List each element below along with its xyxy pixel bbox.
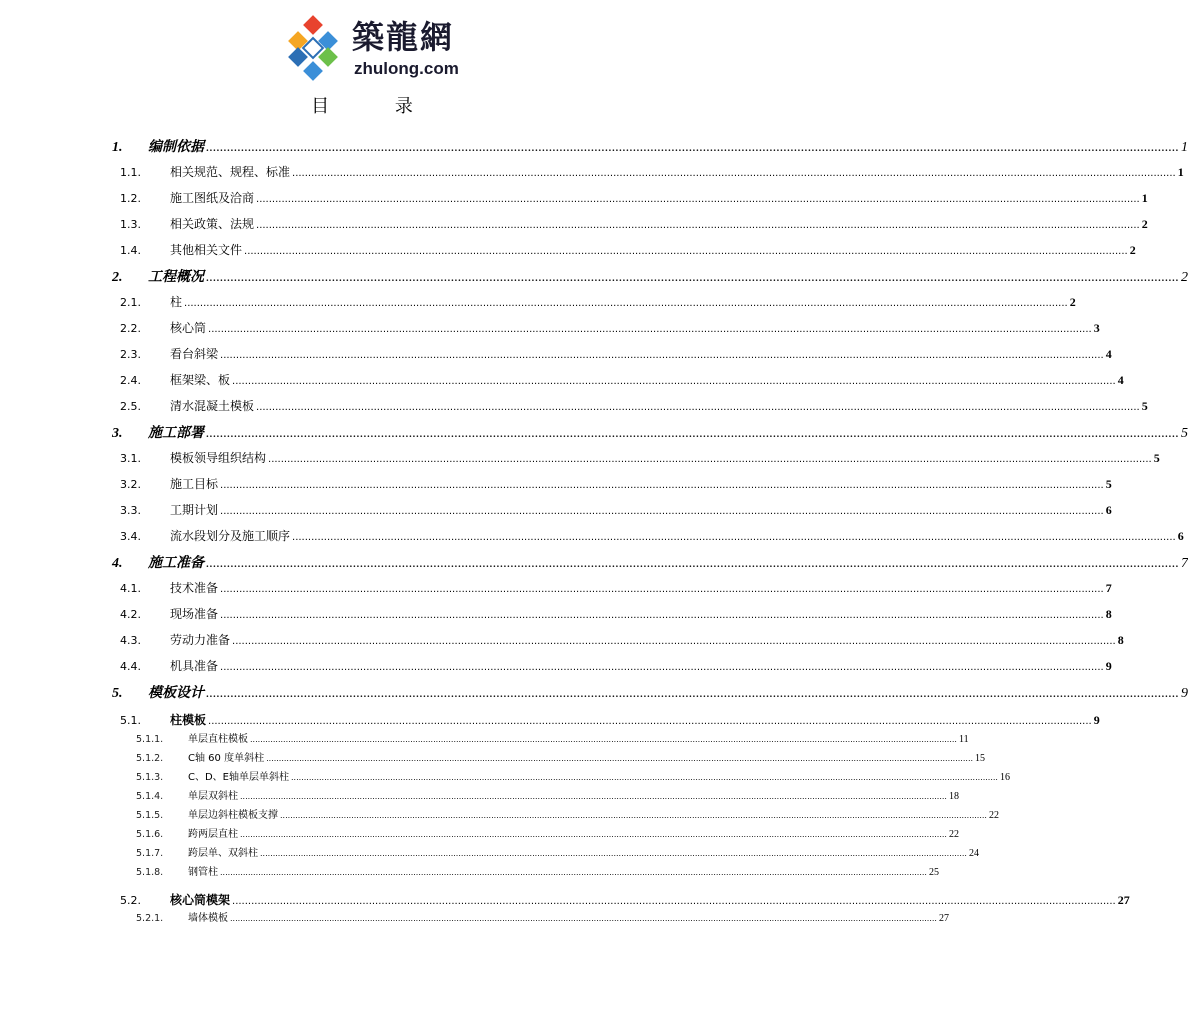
toc-entry-number: 2. xyxy=(112,270,123,285)
toc-entry-title: 施工图纸及洽商 xyxy=(170,191,255,205)
toc-dot-leader: ...................................................................................................................................................................................................................................................................................... xyxy=(256,402,1140,413)
toc-entry[interactable] xyxy=(112,138,1188,157)
toc-entry-number: 3.3. xyxy=(120,504,141,517)
toc-entry-page: 2 xyxy=(1129,243,1136,257)
zhulong-logo xyxy=(282,15,462,83)
toc-entry-number: 2.1. xyxy=(120,296,141,309)
toc-entry-page: 27 xyxy=(1117,893,1130,907)
toc-dot-leader: ...................................................................................................................................................................................................................................................................................... xyxy=(220,350,1104,361)
toc-entry-page: 16 xyxy=(999,772,1010,783)
toc-dot-leader: ...................................................................................................................................................................................................................................................................................... xyxy=(240,792,947,801)
toc-entry-number: 4. xyxy=(112,556,123,571)
toc-entry-number: 5.1.4. xyxy=(136,791,164,802)
toc-dot-leader: ...................................................................................................................................................................................................................................................................................... xyxy=(232,896,1116,907)
toc-entry-title: 工程概况 xyxy=(148,269,204,285)
toc-entry-number: 5. xyxy=(112,686,123,701)
logo-chinese-text: 築龍網 xyxy=(352,18,455,56)
toc-dot-leader: ...................................................................................................................................................................................................................................................................................... xyxy=(220,868,927,877)
toc-dot-leader: ...................................................................................................................................................................................................................................................................................... xyxy=(260,849,967,858)
toc-dot-leader: ...................................................................................................................................................................................................................................................................................... xyxy=(268,454,1152,465)
toc-entry[interactable] xyxy=(112,847,979,861)
toc-entry-number: 5.1. xyxy=(120,714,141,727)
toc-entry-page: 22 xyxy=(988,810,999,821)
toc-entry-page: 25 xyxy=(928,867,939,878)
toc-entry-page: 9 xyxy=(1093,713,1100,727)
toc-entry-page: 4 xyxy=(1105,347,1112,361)
toc-entry-title: 施工部署 xyxy=(148,425,204,441)
toc-entry[interactable] xyxy=(112,502,1112,520)
toc-entry-number: 2.2. xyxy=(120,322,141,335)
toc-entry-page: 6 xyxy=(1177,529,1184,543)
toc-dot-leader: ...................................................................................................................................................................................................................................................................................... xyxy=(240,830,947,839)
toc-entry[interactable] xyxy=(112,346,1112,364)
toc-entry[interactable] xyxy=(112,771,1010,785)
toc-entry-number: 4.3. xyxy=(120,634,141,647)
toc-entry[interactable] xyxy=(112,632,1124,650)
toc-dot-leader: ...................................................................................................................................................................................................................................................................................... xyxy=(266,754,974,763)
toc-entry-title: 施工目标 xyxy=(170,477,219,491)
toc-entry-title: 看台斜梁 xyxy=(170,347,219,361)
toc-entry-title: 模板领导组织结构 xyxy=(170,451,267,465)
toc-dot-leader: ...................................................................................................................................................................................................................................................................................... xyxy=(220,506,1104,517)
toc-entry[interactable] xyxy=(112,164,1184,182)
toc-title: 目 录 xyxy=(311,96,443,117)
toc-entry-title: 现场准备 xyxy=(170,607,219,621)
toc-entry[interactable] xyxy=(112,190,1148,208)
toc-entry-title: 施工准备 xyxy=(148,555,204,571)
toc-entry[interactable] xyxy=(112,320,1100,338)
toc-entry[interactable] xyxy=(112,398,1148,416)
toc-entry-number: 5.1.1. xyxy=(136,734,164,745)
toc-entry[interactable] xyxy=(112,712,1100,730)
toc-entry-number: 3.1. xyxy=(120,452,141,465)
toc-entry-number: 5.1.7. xyxy=(136,848,164,859)
toc-dot-leader: ...................................................................................................................................................................................................................................................................................... xyxy=(206,270,1179,285)
toc-entry-title: 跨层单、双斜柱 xyxy=(188,848,258,859)
toc-entry-number: 5.1.6. xyxy=(136,829,164,840)
toc-entry-page: 1 xyxy=(1177,165,1184,179)
toc-entry-title: 核心筒 xyxy=(170,321,207,335)
toc-entry-number: 5.2. xyxy=(120,894,141,907)
toc-entry-title: 清水混凝土模板 xyxy=(170,399,255,413)
toc-entry-page: 5 xyxy=(1181,426,1188,441)
toc-entry-title: 墙体模板 xyxy=(188,913,228,924)
toc-entry-title: 跨两层直柱 xyxy=(188,829,238,840)
toc-dot-leader: ...................................................................................................................................................................................................................................................................................... xyxy=(184,298,1068,309)
toc-dot-leader: ...................................................................................................................................................................................................................................................................................... xyxy=(292,532,1176,543)
toc-entry[interactable] xyxy=(112,912,949,926)
toc-entry-number: 4.1. xyxy=(120,582,141,595)
toc-entry-number: 5.1.2. xyxy=(136,753,164,764)
toc-entry-page: 6 xyxy=(1105,503,1112,517)
toc-entry-page: 3 xyxy=(1093,321,1100,335)
toc-entry-page: 8 xyxy=(1105,607,1112,621)
toc-entry-number: 3. xyxy=(112,426,123,441)
toc-entry[interactable] xyxy=(112,450,1160,468)
toc-entry-number: 1. xyxy=(112,140,123,155)
toc-entry-page: 7 xyxy=(1105,581,1112,595)
toc-entry-title: 流水段划分及施工顺序 xyxy=(170,529,291,543)
toc-entry-number: 2.4. xyxy=(120,374,141,387)
toc-entry-number: 4.4. xyxy=(120,660,141,673)
toc-entry[interactable] xyxy=(112,372,1124,390)
toc-entry-page: 9 xyxy=(1181,686,1188,701)
toc-dot-leader: ...................................................................................................................................................................................................................................................................................... xyxy=(256,220,1140,231)
toc-dot-leader: ...................................................................................................................................................................................................................................................................................... xyxy=(250,735,957,744)
toc-entry-page: 18 xyxy=(948,791,959,802)
toc-dot-leader: ...................................................................................................................................................................................................................................................................................... xyxy=(208,716,1092,727)
toc-entry-title: 单层双斜柱 xyxy=(188,791,238,802)
toc-entry-title: 钢管柱 xyxy=(188,867,218,878)
toc-entry-title: 劳动力准备 xyxy=(170,633,231,647)
toc-entry-title: 编制依据 xyxy=(148,139,204,155)
toc-entry-page: 2 xyxy=(1141,217,1148,231)
toc-dot-leader: ...................................................................................................................................................................................................................................................................................... xyxy=(220,584,1104,595)
toc-entry-number: 3.4. xyxy=(120,530,141,543)
toc-dot-leader: ...................................................................................................................................................................................................................................................................................... xyxy=(232,376,1116,387)
toc-entry-title: 相关政策、法规 xyxy=(170,217,255,231)
toc-dot-leader: ...................................................................................................................................................................................................................................................................................... xyxy=(220,480,1104,491)
toc-entry-title: 模板设计 xyxy=(148,685,204,701)
toc-entry[interactable] xyxy=(112,216,1148,234)
toc-entry-title: 相关规范、规程、标准 xyxy=(170,165,291,179)
toc-entry-page: 5 xyxy=(1141,399,1148,413)
toc-entry[interactable] xyxy=(112,809,999,823)
toc-entry-page: 1 xyxy=(1141,191,1148,205)
toc-entry[interactable] xyxy=(112,580,1112,598)
toc-entry-number: 3.2. xyxy=(120,478,141,491)
toc-dot-leader: ...................................................................................................................................................................................................................................................................................... xyxy=(206,686,1179,701)
toc-entry-page: 5 xyxy=(1105,477,1112,491)
toc-entry[interactable] xyxy=(112,528,1184,546)
toc-entry[interactable] xyxy=(112,294,1076,312)
toc-entry-page: 11 xyxy=(958,734,969,745)
toc-entry-page: 7 xyxy=(1181,556,1188,571)
toc-dot-leader: ...................................................................................................................................................................................................................................................................................... xyxy=(291,773,998,782)
toc-entry-title: 机具准备 xyxy=(170,659,219,673)
toc-dot-leader: ...................................................................................................................................................................................................................................................................................... xyxy=(206,556,1179,571)
toc-dot-leader: ...................................................................................................................................................................................................................................................................................... xyxy=(280,811,987,820)
toc-entry-page: 2 xyxy=(1181,270,1188,285)
toc-entry[interactable] xyxy=(112,424,1188,443)
toc-dot-leader: ...................................................................................................................................................................................................................................................................................... xyxy=(220,610,1104,621)
toc-entry-page: 9 xyxy=(1105,659,1112,673)
toc-entry-page: 4 xyxy=(1117,373,1124,387)
logo-english-text: zhulong.com xyxy=(354,59,459,78)
toc-entry-number: 4.2. xyxy=(120,608,141,621)
toc-entry-title: C轴 60 度单斜柱 xyxy=(188,753,265,764)
toc-entry-title: 其他相关文件 xyxy=(170,243,243,257)
toc-entry-page: 2 xyxy=(1069,295,1076,309)
toc-entry-number: 5.2.1. xyxy=(136,913,164,924)
toc-entry-page: 5 xyxy=(1153,451,1160,465)
toc-entry[interactable] xyxy=(112,606,1112,624)
toc-entry[interactable] xyxy=(112,790,959,804)
toc-entry[interactable] xyxy=(112,242,1136,260)
toc-entry-title: 柱模板 xyxy=(170,713,207,727)
toc-entry[interactable] xyxy=(112,828,959,842)
zhulong-logo-icon xyxy=(282,17,344,79)
toc-entry-page: 1 xyxy=(1181,140,1188,155)
toc-dot-leader: ...................................................................................................................................................................................................................................................................................... xyxy=(292,168,1176,179)
toc-dot-leader: ...................................................................................................................................................................................................................................................................................... xyxy=(244,246,1128,257)
toc-entry-number: 2.5. xyxy=(120,400,141,413)
toc-entry-title: 柱 xyxy=(170,295,183,309)
toc-entry-number: 5.1.3. xyxy=(136,772,164,783)
toc-entry-number: 1.2. xyxy=(120,192,141,205)
toc-entry-number: 5.1.5. xyxy=(136,810,164,821)
toc-dot-leader: ...................................................................................................................................................................................................................................................................................... xyxy=(206,426,1179,441)
toc-entry[interactable] xyxy=(112,268,1188,287)
toc-entry[interactable] xyxy=(112,733,969,747)
toc-entry-title: 技术准备 xyxy=(170,581,219,595)
toc-entry-number: 2.3. xyxy=(120,348,141,361)
toc-entry[interactable] xyxy=(112,554,1188,573)
toc-entry-number: 1.4. xyxy=(120,244,141,257)
toc-entry[interactable] xyxy=(112,892,1130,910)
toc-entry-title: C、D、E轴单层单斜柱 xyxy=(188,772,290,783)
toc-entry-page: 15 xyxy=(975,753,986,764)
toc-dot-leader: ...................................................................................................................................................................................................................................................................................... xyxy=(220,662,1104,673)
toc-entry-title: 核心筒模架 xyxy=(170,893,231,907)
toc-entry-number: 5.1.8. xyxy=(136,867,164,878)
toc-entry[interactable] xyxy=(112,866,939,880)
toc-dot-leader: ...................................................................................................................................................................................................................................................................................... xyxy=(230,914,937,923)
toc-dot-leader: ...................................................................................................................................................................................................................................................................................... xyxy=(256,194,1140,205)
toc-entry-page: 24 xyxy=(968,848,979,859)
toc-entry-title: 工期计划 xyxy=(170,503,219,517)
toc-dot-leader: ...................................................................................................................................................................................................................................................................................... xyxy=(232,636,1116,647)
toc-entry-page: 22 xyxy=(948,829,959,840)
toc-entry-title: 单层边斜柱模板支撑 xyxy=(188,810,278,821)
toc-entry-page: 8 xyxy=(1117,633,1124,647)
toc-dot-leader: ...................................................................................................................................................................................................................................................................................... xyxy=(208,324,1092,335)
toc-entry-page: 27 xyxy=(938,913,949,924)
toc-dot-leader: ...................................................................................................................................................................................................................................................................................... xyxy=(206,140,1179,155)
toc-entry[interactable] xyxy=(112,684,1188,703)
toc-entry[interactable] xyxy=(112,476,1112,494)
toc-entry[interactable] xyxy=(112,752,986,766)
toc-entry-number: 1.1. xyxy=(120,166,141,179)
toc-entry-title: 框架梁、板 xyxy=(170,373,231,387)
toc-entry-number: 1.3. xyxy=(120,218,141,231)
toc-entry-title: 单层直柱模板 xyxy=(188,734,248,745)
toc-entry[interactable] xyxy=(112,658,1112,676)
